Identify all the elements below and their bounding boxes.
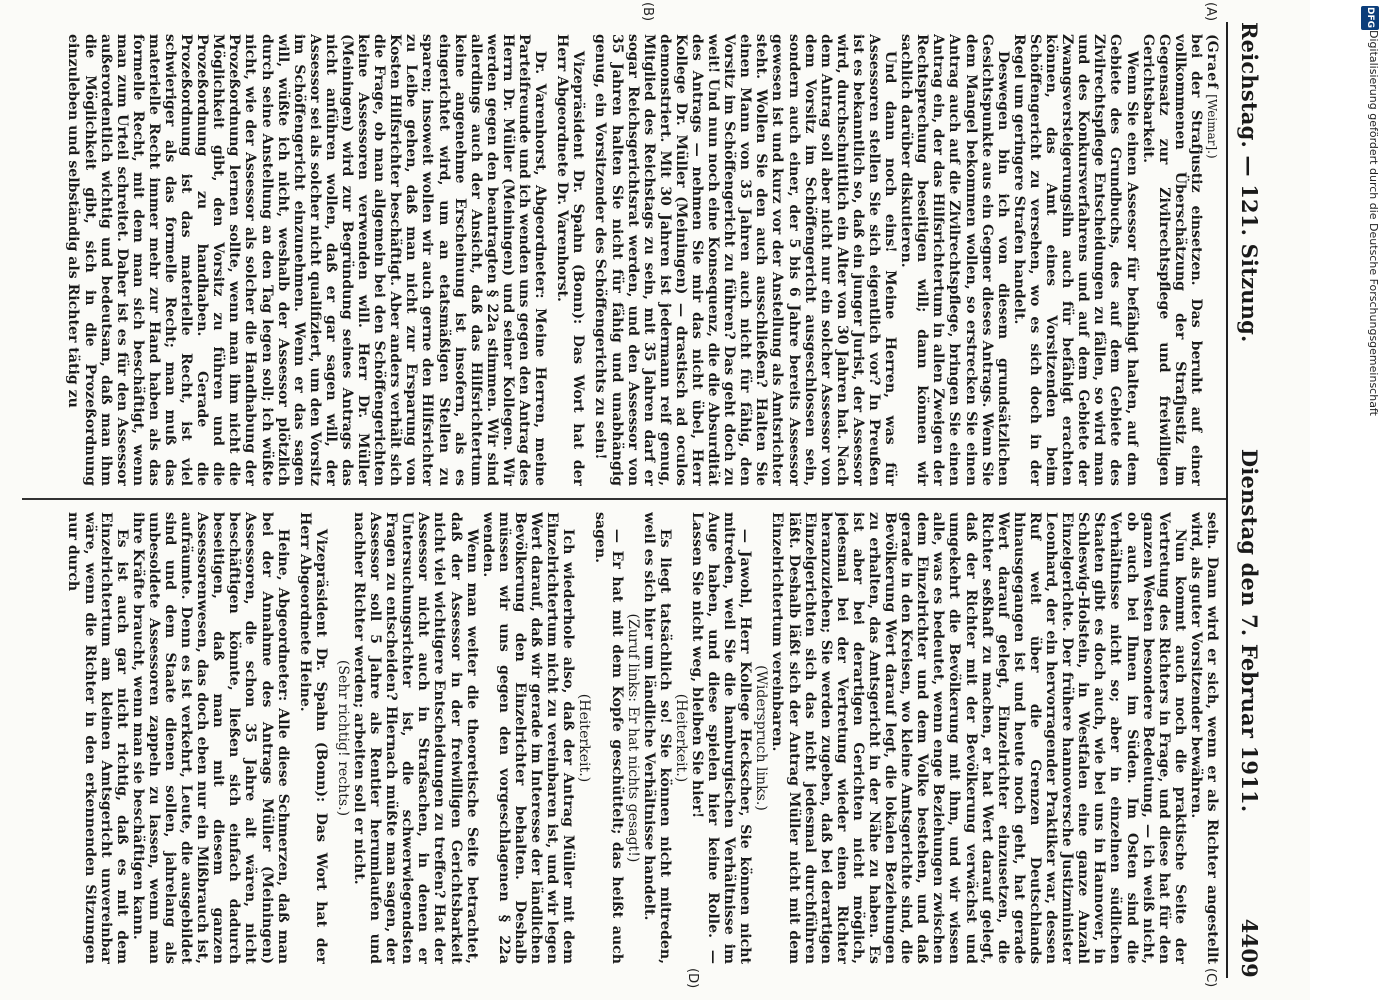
header-rule	[1226, 22, 1228, 978]
paragraph: Deswegen bin ich von diesem grundsätzlichen Gesichtspunkte aus ein Gegner dieses Antrags. Wenn Sie dem Mangel bekommen wollen, so erstrecken Sie einen Antrag auch auf die Zivilrechtspflege, bringen Sie einen Antrag ein, der das Hilfsrichtertum in allen Zweigen der Rechtsprechung beseitigen will; dann können wir sachlich darüber diskutieren.	[898, 34, 1011, 486]
paragraph: Und dann noch eins! Meine Herren, was für Assessoren stellen Sie sich eigentlich vor? In Preußen ist es bekanntlich so, daß ein junger Jurist, der Assessor wird, durchschnittlich ein Alter von 30 Jahren hat. Nach dem Antrag soll aber nicht nur ein solcher Assessor von dem Vorsitz im Schöffengericht ausgeschlossen sein, sondern auch einer, der 5 bis 6 Jahre bereits Assessor gewesen ist und kurz vor der Anstellung als Amtsrichter steht. Wollen Sie den auch ausschließen? Halten Sie einen Mann von 35 Jahren auch nicht für fähig, den Vorsitz im Schöffengericht zu führen? Das geht doch zu weit! Und nun noch eine Konsequenz, die die Absurdität des Antrags — nehmen Sie mir das nicht übel, Herr Kollege Dr. Müller (Meiningen) — drastisch ad oculos demonstriert. Mit 30 Jahren ist jedermann reif genug, Mitglied des Reichstags zu sein, mit 35 Jahren darf er sogar Reichsgerichtsrat werden, und den Assessor von 35 Jahren halten Sie nicht für fähig und unabhängig genug, ein Vorsitzender des Schöffengerichts zu sein!	[592, 34, 899, 486]
paragraph: Wenn Sie einen Assessor für befähigt halten, auf dem Gebiete des Grundbuchs, des auf dem Gebiete des Zivilrechtspflege Entscheidungen zu fällen, so wird man und des Konkursverfahrens und auf dem Gebiete der Zwangsversteigerungsihn auch für befähigt erachten können, das Amt eines Vorsitzenden beim Schöffengericht zu versehen, wo es sich doch in der Regel um geringere Strafen handelt.	[1010, 34, 1140, 486]
interjection: (Sehr richtig! rechts.)	[334, 659, 351, 817]
interjection: (Heiterkeit.)	[576, 693, 593, 783]
paragraph: Nun kommt auch noch die praktische Seite der Vertretung des Richters in Frage, und diese hat für den ganzen Westen besondere Bedeutung, — ich weiß nicht, ob auch bei Ihnen im Süden. Im Osten sind die Verhältnisse nicht so; aber in einzelnen südlichen Staaten gibt es doch auch, wie bei uns in Hannover, in Schleswig-Holstein, in Westfalen eine ganze Anzahl Einzelgerichte. Der frühere hannoversche Justizminister Leonhard, der ein hervorragender Praktiker war, dessen Ruf weit über die Grenzen Deutschlands hinausgegangen ist und heute noch geht, hat gerade Wert darauf gelegt, Einzelrichter einzusetzen, die Richter seßhaft zu machen, er hat Wert darauf gelegt, daß der Richter mit der Bevölkerung verwächst und umgekehrt die Bevölkerung mit ihm, und wir wissen alle, was es bedeutet, wenn enge Beziehungen zwischen dem Einzelrichter und dem Volke bestehen, und daß gerade in den Kreisen, wo kleine Amtsgerichte sind, die Bevölkerung Wert darauf legt, die lokalen Beziehungen zu erhalten, das Amtsgericht in der Nähe zu haben. Es ist aber bei derartigen Gerichten nicht möglich, jedesmal bei der Vertretung wieder einen Richter heranzuziehen; Sie werden zugeben, daß bei derartigen Einzelgerichten sich das nicht jedesmal durchführen läßt. Deshalb läßt sich der Antrag Müller nicht mit dem Einzelrichtertum vereinbaren.	[769, 512, 1188, 964]
speech-paragraph: Dr. Varenhorst, Abgeordneter: Meine Herren, meine Parteifreunde und ich wenden uns gegen den Antrag des Herrn Dr. Müller (Meiningen) und seiner Kollegen. Wir werden gegen den beantragten § 22a stimmen. Wir sind allerdings auch der Ansicht, daß das Hilfsrichtertum keine angenehme Erscheinung ist insofern, als es eingerichtet wird, um an etatsmäßigen Stellen zu sparen; insoweit wollen wir auch gerne den Hilfsrichter zu Leibe gehen, daß man nicht zur Ersparung von Kosten Hilfsrichter beschäftigt. Aber anders verhält sich die Frage, ob man allgemein bei den Schöffengerichten keine Assessoren verwenden will. Herr Dr. Müller (Meiningen) wird zur Begründung seines Antrags das nicht anführen wollen, daß er gar sagen will, der Assessor sei als solcher nicht qualifiziert, um den Vorsitz im Schöffengericht einzunehmen. Wenn er das sagen will, wüßte ich nicht, weshalb der Assessor plötzlich durch seine Anstellung an den Tag legen soll; ich wüßte nicht, wie der Assessor als solcher die Handhabung der Prozeßordnung lernen sollte, wenn man ihm nicht die Möglichkeit gibt, den Vorsitz zu führen und die Prozeßordnung zu handhaben. Gerade die Prozeßordnung ist das materielle Recht, ist viel schwieriger als das formelle Recht; man muß das materielle Recht immer mehr zur Hand haben als das formelle Recht, mit dem man sich beschäftigt, wenn man zum Urteil schreitet. Daher ist es für den Assessor außerordentlich wichtig und bedeutsam, daß man ihm die Möglichkeit gibt, sich in die Prozeßordnung einzuleben und selbständig als Richter tätig zu	[65, 34, 549, 486]
paragraph: — Jawohl, Herr Kollege Heckscher, Sie können nicht mitreden, weil Sie die hamburgischen Verhältnisse im Auge haben, und diese spielen hier keine Rolle. — Lassen Sie nicht weg, bleiben Sie hier!	[689, 512, 754, 964]
paragraph: Ich wiederhole also, daß der Antrag Müller mit dem Einzelrichtertum nicht zu vereinbaren ist, und wir legen Wert darauf, daß wir gerade im Interesse der ländlichen Bevölkerung den Einzelrichter behalten. Deshalb müssen wir uns gegen den vorgeschlagenen § 22a wenden.	[479, 512, 577, 964]
chair-announcement: Vizepräsident Dr. Spahn (Bonn): Das Wort hat der Herr Abgeordnete Dr. Varenhorst.	[554, 34, 587, 486]
speech-paragraph: Heine, Abgeordneter: Alle diese Schmerzen, daß man bei der Annahme des Antrags Müller (Meiningen) Assessoren, die schon 35 Jahre alt wären, nicht beschäftigen könnte, ließen sich einfach dadurch beseitigen, daß man mit diesem ganzen Assessorenwesen, das doch eben nur ein Mißbrauch ist, aufräumte. Denn es ist verkehrt, Leute, die ausgebildet sind und dem Staate dienen sollen, jahrelang als unbesoldete Assessoren zappeln zu lassen, wenn man ihre Kräfte braucht, wenn man sie beschäftigen kann.	[129, 512, 291, 964]
column-divider	[22, 498, 1226, 500]
paragraph: — Er hat mit dem Kopfe geschüttelt; das heißt auch sagen.	[592, 512, 625, 964]
interjection: (Zuruf links: Er hat nichts gesagt!)	[624, 613, 641, 863]
paragraph: Es ist auch gar nicht richtig, daß es mit dem Einzelrichtertum am kleinen Amtsgericht unvereinbar wäre, wenn die Richter in den erkennenden Sitzungen nur durch	[65, 512, 130, 964]
paragraph: Wenn man weiter die theoretische Seite betrachtet, daß der Assessor in der freiwilligen Gerichtsbarkeit nicht viel wichtigere Entscheidungen zu treffen? Hat der Assessor nicht auch in Strafsachen, in denen er Untersuchungsrichter ist, die schwerwiegendsten Fragen zu entscheiden? Hiernach müßte man sagen, der Assessor soll 5 Jahre als Rentier herumlaufen und nachher Richter werden; arbeiten soll er nicht.	[351, 512, 480, 964]
paragraph: Es liegt tatsächlich so! Sie können nicht mitreden, weil es sich hier um ländliche Verhältnisse handelt.	[640, 512, 673, 964]
margin-marker-b: (B)	[640, 2, 655, 22]
header-date: Dienstag den 7. Februar 1911.	[1237, 448, 1263, 813]
speaker-name: Graef	[1204, 40, 1220, 90]
paragraph: bei der Strafjustiz einsetzen. Das beruht auf einer vollkommenen Überschätzung der Strafjustiz im Gegensatz zur Zivilrechtspflege und freiwilligen Gerichtsbarkeit.	[1139, 34, 1204, 486]
right-column	[22, 512, 1220, 964]
chair-announcement: Vizepräsident Dr. Spahn (Bonn): Das Wort hat der Herr Abgeordnete Heine.	[296, 512, 329, 964]
paragraph: sein. Dann wird er sich, wenn er als Richter angestellt wird, als guter Vorsitzender bewähren.	[1187, 512, 1220, 964]
margin-marker-a: (A)	[1203, 2, 1218, 22]
margin-marker-c: (C)	[1203, 968, 1218, 988]
margin-marker-d: (D)	[685, 968, 700, 989]
dfg-logo: DFG	[1361, 6, 1379, 30]
interjection: (Heiterkeit.)	[672, 693, 689, 783]
speaker-constituency: [Weimar].)	[1205, 94, 1219, 159]
digitization-credit: Digitalisierung gefördert durch die Deutsche Forschungsgemeinschaft	[1367, 30, 1380, 416]
page-header	[1230, 22, 1270, 978]
header-left: Reichstag. — 121. Sitzung.	[1237, 22, 1263, 343]
page-number: 4409	[1237, 918, 1263, 978]
interjection: (Widerspruch links.)	[753, 665, 770, 811]
left-column	[22, 34, 1220, 486]
left-speaker-line: (Graef [Weimar].)	[1204, 34, 1220, 159]
